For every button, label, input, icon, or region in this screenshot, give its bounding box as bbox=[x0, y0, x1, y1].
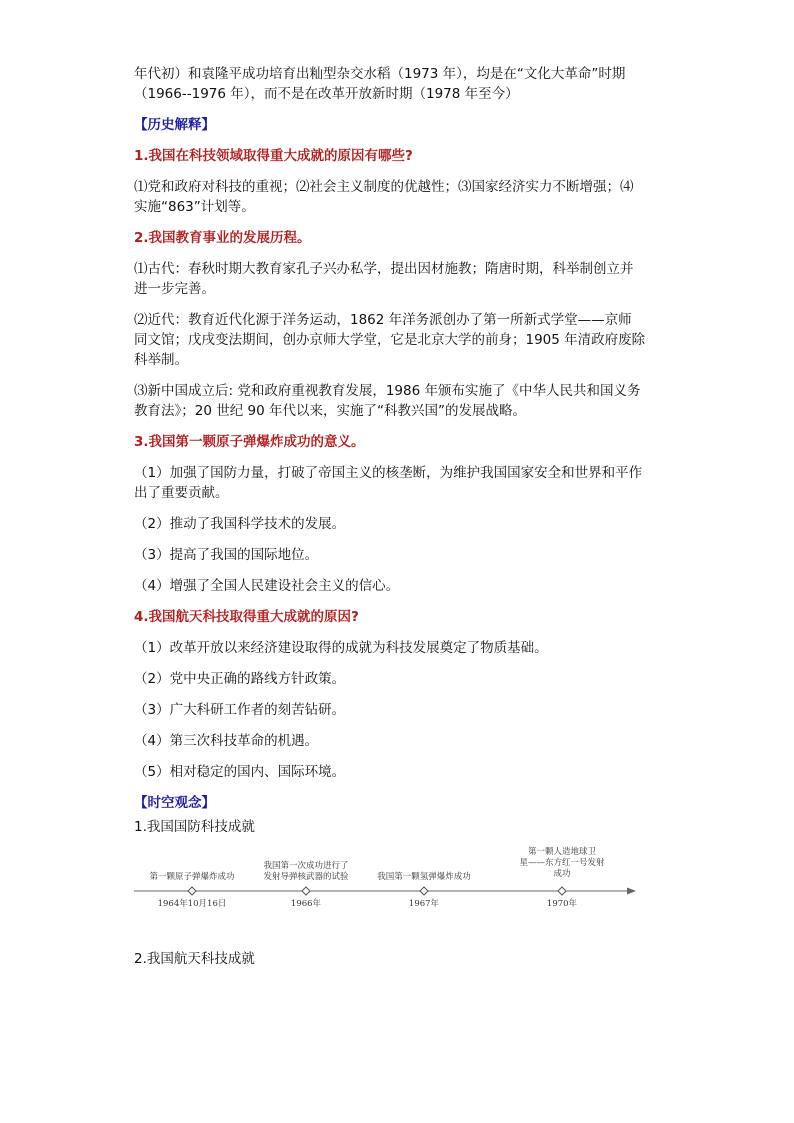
answer-item: （2）党中央正确的路线方针政策。 bbox=[134, 671, 346, 687]
timeline-arrow-icon bbox=[627, 888, 636, 895]
answer-paragraph bbox=[134, 463, 662, 503]
text-line: ⑵近代：教育近代化源于洋务运动，1862 年洋务派创办了第一所新式学堂——京师 bbox=[134, 312, 632, 328]
timeline-node bbox=[188, 887, 196, 895]
timeline-event-label bbox=[250, 861, 362, 883]
question-title-1: 1.我国在科技领域取得重大成就的原因有哪些? bbox=[134, 148, 413, 164]
event-text-line: 我国第一次成功进行了 bbox=[263, 861, 349, 871]
answer-item: （2）推动了我国科学技术的发展。 bbox=[134, 516, 346, 532]
text-line: 进一步完善。 bbox=[134, 281, 215, 297]
question-title-2: 2.我国教育事业的发展历程。 bbox=[134, 230, 311, 246]
timeline-date-label: 1966年 bbox=[290, 899, 322, 909]
text-line: 出了重要贡献。 bbox=[134, 485, 229, 501]
answer-paragraph bbox=[134, 381, 662, 421]
text-line: （1）加强了国防力量，打破了帝国主义的核垄断，为维护我国国家安全和世界和平作 bbox=[134, 465, 643, 481]
answer-item: （3）广大科研工作者的刻苦钻研。 bbox=[134, 702, 346, 718]
text-line: 实施“863”计划等。 bbox=[134, 199, 255, 215]
answer-item: （3）提高了我国的国际地位。 bbox=[134, 547, 319, 563]
timeline-date-label: 1970年 bbox=[546, 899, 578, 909]
text-line: ⑴古代：春秋时期大教育家孔子兴办私学，提出因材施教；隋唐时期，科举制创立并 bbox=[134, 261, 634, 277]
question-title-3: 3.我国第一颗原子弹爆炸成功的意义。 bbox=[134, 434, 365, 450]
document-body bbox=[134, 64, 662, 969]
event-text-line: 第一颗原子弹爆炸成功 bbox=[149, 872, 235, 882]
answer-item: （1）改革开放以来经济建设取得的成就为科技发展奠定了物质基础。 bbox=[134, 640, 548, 656]
timeline-title: 2.我国航天科技成就 bbox=[134, 951, 255, 967]
event-text-line: 第一颗人造地球卫 bbox=[527, 847, 596, 857]
intro-paragraph bbox=[134, 64, 662, 104]
answer-item: （4）第三次科技革命的机遇。 bbox=[134, 733, 319, 749]
section-heading-spacetime: 【时空观念】 bbox=[134, 795, 215, 811]
event-text-line: 发射导弹核武器的试验 bbox=[263, 872, 349, 882]
timeline-node bbox=[302, 887, 310, 895]
event-text-line: 成功 bbox=[553, 869, 571, 879]
timeline-date-label: 1964年10月16日 bbox=[157, 899, 227, 909]
timeline-event-label bbox=[366, 872, 482, 883]
text-line: ⑶新中国成立后: 党和政府重视教育发展，1986 年颁布实施了《中华人民共和国义务 bbox=[134, 383, 641, 399]
timeline-node bbox=[558, 887, 566, 895]
answer-paragraph bbox=[134, 310, 662, 370]
answer-item: （4）增强了全国人民建设社会主义的信心。 bbox=[134, 578, 400, 594]
event-text-line: 星——东方红一号发射 bbox=[519, 858, 605, 868]
timeline-date-label: 1967年 bbox=[408, 899, 440, 909]
timeline-event-label bbox=[134, 872, 250, 883]
text-line: ⑴党和政府对科技的重视；⑵社会主义制度的优越性；⑶国家经济实力不断增强；⑷ bbox=[134, 179, 634, 195]
text-line: 年代初）和袁隆平成功培育出籼型杂交水稻（1973 年），均是在“文化大革命”时期 bbox=[134, 66, 626, 82]
text-line: 科举制。 bbox=[134, 352, 188, 368]
event-text-line: 我国第一颗氢弹爆炸成功 bbox=[377, 872, 471, 882]
timeline-title: 1.我国国防科技成就 bbox=[134, 819, 255, 835]
timeline-defense bbox=[134, 841, 644, 919]
text-line: 教育法》；20 世纪 90 年代以来，实施了“科教兴国”的发展战略。 bbox=[134, 403, 526, 419]
timeline-node bbox=[420, 887, 428, 895]
text-line: （1966--1976 年），而不是在改革开放新时期（1978 年至今） bbox=[134, 86, 519, 102]
question-title-4: 4.我国航天科技取得重大成就的原因? bbox=[134, 609, 359, 625]
answer-paragraph bbox=[134, 177, 662, 217]
text-line: 同文馆；戊戌变法期间，创办京师大学堂，它是北京大学的前身；1905 年清政府废除 bbox=[134, 332, 646, 348]
answer-item: （5）相对稳定的国内、国际环境。 bbox=[134, 764, 346, 780]
answer-paragraph bbox=[134, 259, 662, 299]
timeline-event-label bbox=[504, 847, 620, 880]
section-heading-history: 【历史解释】 bbox=[134, 117, 215, 133]
